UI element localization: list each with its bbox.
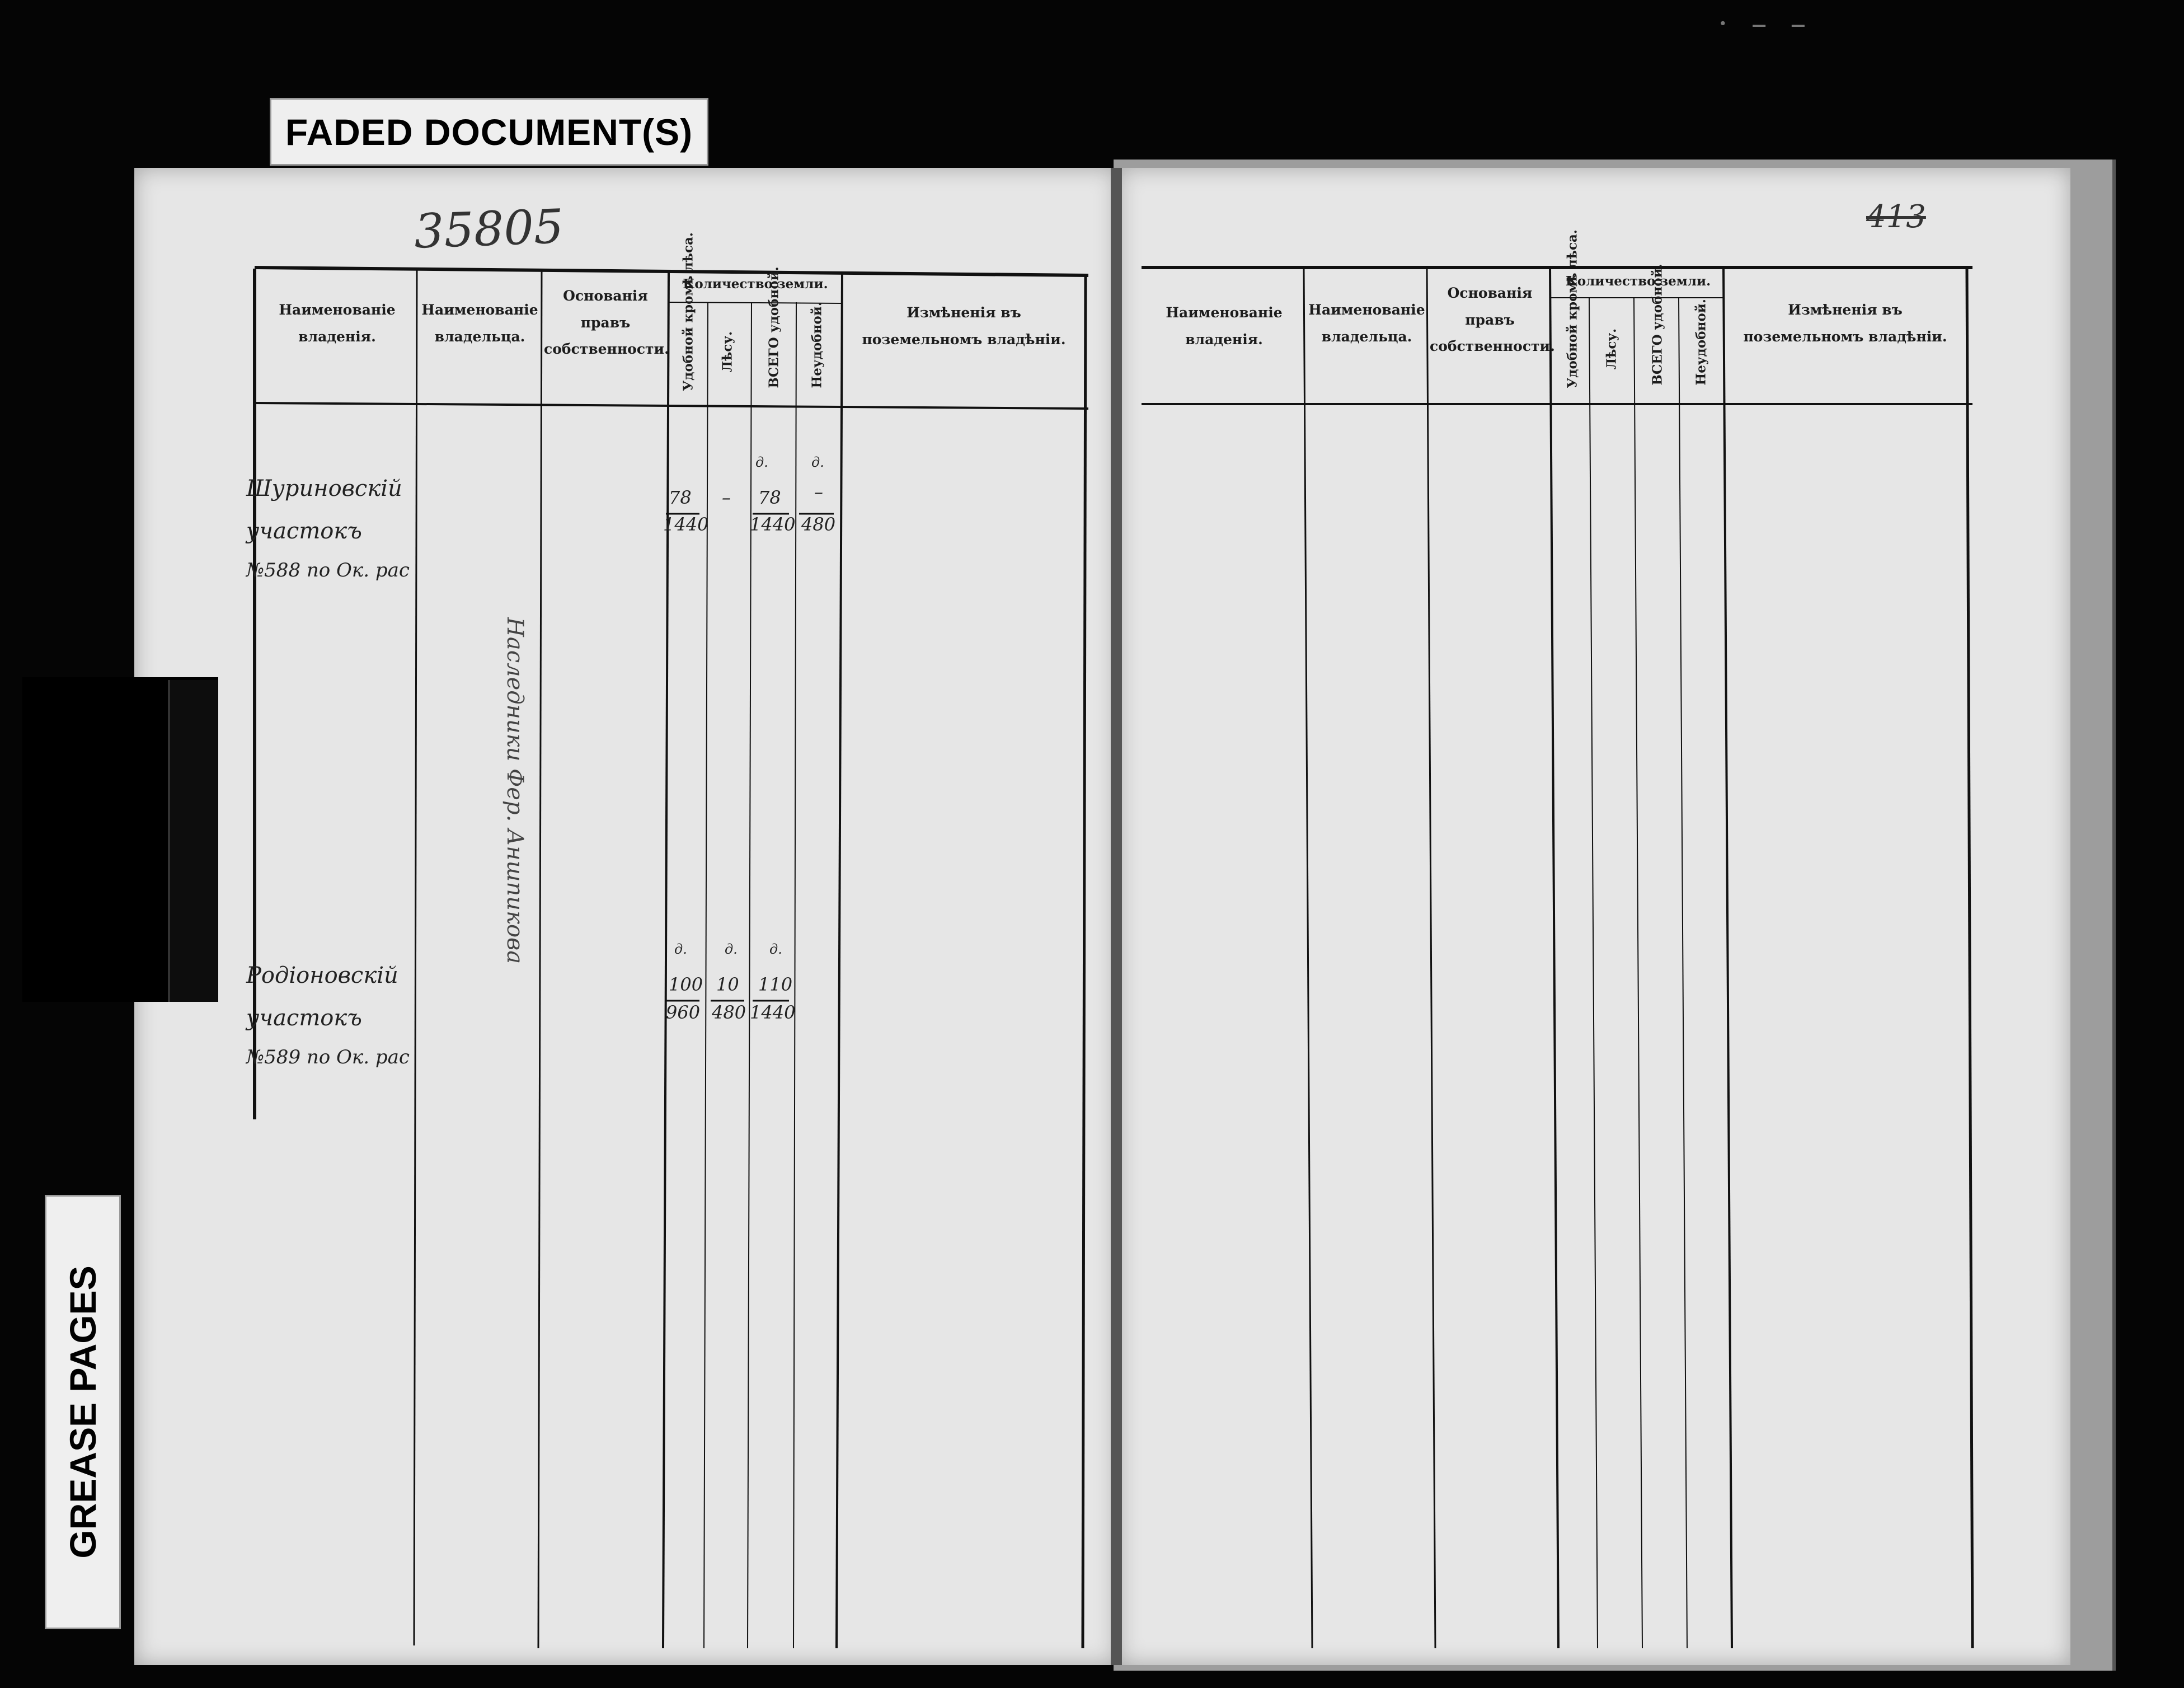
left-header-name: Наименованіе владенія. — [279, 302, 396, 345]
left-header-basis: Основанія правъ собственности. — [544, 288, 669, 357]
entry-1-total-bottom: 1440 — [750, 514, 796, 535]
entry-2-total-bottom: 1440 — [750, 1002, 796, 1023]
entry-1-name-line: участокъ — [246, 518, 362, 544]
left-sub-arable — [681, 313, 696, 391]
entry-1-unfit-top: – — [814, 481, 823, 503]
entry-2-arable-top: 100 — [669, 974, 703, 995]
entry-1-arable-top: 78 — [669, 487, 692, 508]
entry-1-unfit-bottom: 480 — [801, 514, 836, 535]
entry-1-name-line: №588 по Ок. рас — [246, 559, 410, 582]
right-header-quantity: Количество земли. — [1565, 274, 1711, 289]
entry-2-total-unit: д. — [769, 941, 782, 957]
left-header-changes: Измѣненія въ поземельномъ владѣніи. — [862, 304, 1066, 348]
entry-1-unfit-unit: д. — [811, 454, 824, 470]
entry-1-name-line: Шуриновскій — [246, 476, 402, 501]
right-sub-arable — [1565, 310, 1580, 388]
left-sub-unfit: Неудобной. — [809, 302, 825, 388]
entry-2-name-line: №589 по Ок. рас — [246, 1046, 410, 1068]
right-header-basis: Основанія правъ собственности. — [1430, 285, 1555, 354]
entry-1-total-unit: д. — [755, 454, 768, 470]
entry-2-arable-bottom: 960 — [666, 1002, 701, 1023]
entry-2-name-line: Родіоновскій — [246, 963, 398, 988]
owner-vertical: Наследники Фер. Аншпикова — [502, 617, 528, 964]
entry-2-arable-unit: д. — [674, 941, 687, 957]
entry-2-total-top: 110 — [758, 974, 793, 995]
entry-2-forest-bottom: 480 — [712, 1002, 746, 1023]
entry-2-forest-unit: д. — [725, 941, 738, 957]
right-sub-total: ВСЕГО удобной. — [1650, 264, 1665, 386]
right-sub-unfit: Неудобной. — [1693, 299, 1709, 386]
entry-1-forest-top: – — [722, 487, 731, 508]
left-sub-total: ВСЕГО удобной. — [766, 266, 782, 388]
entry-2-name — [246, 954, 425, 1076]
edge-mark: · – – — [1718, 6, 1813, 42]
right-header-name: Наименованіе владенія. — [1166, 304, 1283, 348]
left-header-quantity: Количество земли. — [683, 276, 828, 292]
entry-2-forest-top: 10 — [716, 974, 739, 995]
right-header-changes: Измѣненія въ поземельномъ владѣніи. — [1743, 302, 1947, 345]
entry-1-total-top: 78 — [758, 487, 781, 508]
faded-document-label: FADED DOCUMENT(S) — [285, 111, 693, 153]
folio-number: 413 — [1866, 199, 1926, 235]
entry-2-name-line: участокъ — [246, 1005, 362, 1031]
entry-1-name — [246, 467, 425, 589]
register-number: 35805 — [413, 199, 565, 259]
left-sub-forest: Лѣсу. — [720, 331, 735, 373]
left-header-owner: Наименованіе владельца. — [421, 302, 538, 345]
entry-1-arable-bottom: 1440 — [663, 514, 709, 535]
right-header-owner: Наименованіе владельца. — [1308, 302, 1425, 345]
right-sub-forest: Лѣсу. — [1604, 328, 1619, 370]
grease-pages-label: GREASE PAGES — [62, 1265, 104, 1559]
